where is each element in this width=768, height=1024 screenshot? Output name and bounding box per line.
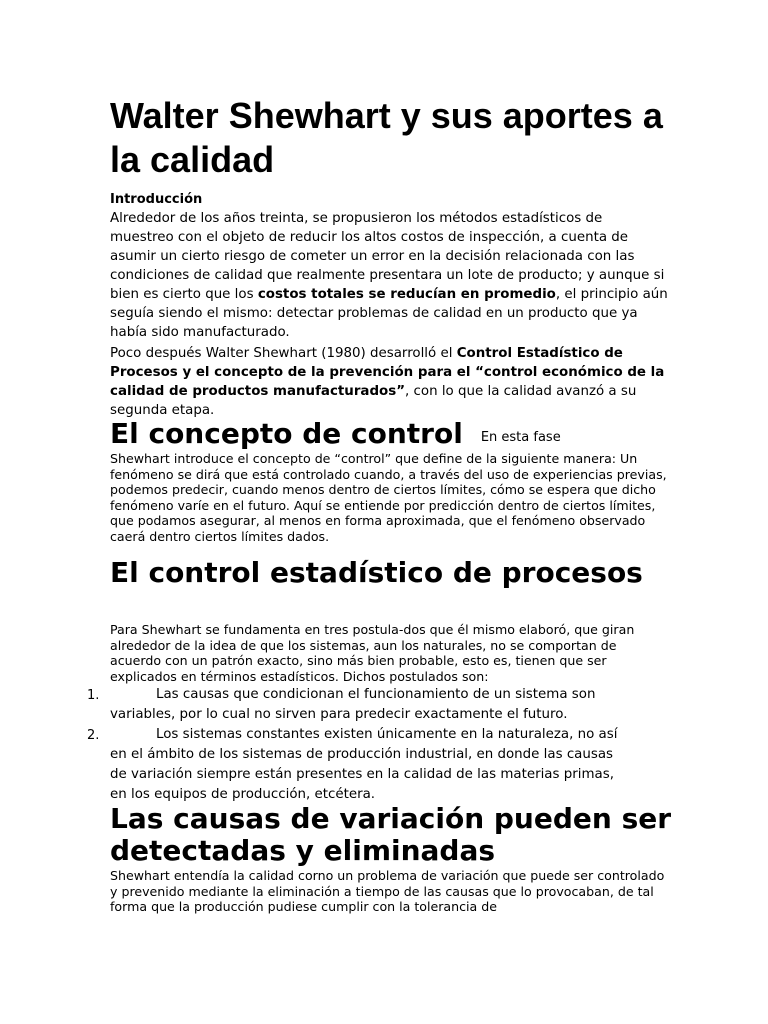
section2-body: Para Shewhart se fundamenta en tres postula-dos que él mismo elaboró, que giran alrededor de la idea de que los sistemas, aun los naturales, no se comportan de acuerdo con un patrón exacto, sino más bien probable, esto es, tienen que ser explicados en términos estadísticos. Dichos postulados son: — [110, 622, 635, 684]
section1-heading: El concepto de control — [110, 417, 463, 450]
document-title: Walter Shewhart y sus aportes a la calidad — [110, 95, 663, 180]
intro-p1-bold: costos totales se reducían en promedio — [257, 287, 556, 302]
list-item-number-1: 1. — [87, 688, 100, 703]
section1-body: Shewhart introduce el concepto de “control” que define de la siguiente manera: Un fenómeno se dirá que está controlado cuando, a través del uso de experiencias previas, podemos predecir, cuando menos dentro de ciertos límites, cómo se espera que dicho fenómeno varíe en el futuro. Aquí se entiende por predicción dentro de ciertos límites, que podamos asegurar, al menos en forma aproximada, que el fenómeno observado caerá dentro ciertos límites dados. — [110, 451, 667, 544]
list-item-2: Los sistemas constantes existen únicamente en la naturaleza, no así en el ámbito de los sistemas de producción industrial, en donde las causas de variación siempre están presentes en la calidad de las materias primas, en los equipos de producción, etcétera. — [110, 727, 618, 802]
section1-side-text: En esta fase — [480, 430, 561, 445]
intro-p1-text-b: , el principio aún seguía siendo el mismo: detectar problemas de calidad en un producto que ya había sido manufacturado. — [110, 287, 668, 340]
intro-paragraph-2 — [110, 344, 670, 420]
section2-heading: El control estadístico de procesos — [110, 556, 643, 589]
list-item-1: Las causas que condicionan el funcionamiento de un sistema son variables, por lo cual no sirven para predecir exactamente el futuro. — [110, 687, 596, 722]
intro-p2-text-a: Poco después Walter Shewhart (1980) desarrolló el — [110, 346, 457, 361]
intro-p2-bold: Control Estadístico de Procesos y el concepto de la prevención para el “control económico de la calidad de productos manufacturados” — [110, 346, 665, 399]
section3-heading: Las causas de variación pueden ser detectadas y eliminadas — [110, 802, 672, 867]
intro-paragraph-1 — [110, 209, 670, 342]
intro-heading: Introducción — [110, 192, 203, 207]
intro-p2-text-b: , con lo que la calidad avanzó a su segunda etapa. — [110, 384, 637, 418]
section3-body: Shewhart entendía la calidad corno un problema de variación que puede ser controlado y prevenido mediante la eliminación a tiempo de las causas que lo provocaban, de tal forma que la producción pudiese cumplir con la tolerancia de — [110, 868, 665, 914]
intro-p1-text-a: Alrededor de los años treinta, se propusieron los métodos estadísticos de muestreo con el objeto de reducir los altos costos de inspección, a cuenta de asumir un cierto riesgo de cometer un error en la decisión relacionada con las condiciones de calidad que realmente presentara un lote de producto; y aunque si bien es cierto que los — [110, 211, 665, 302]
section1-heading-row — [110, 418, 561, 450]
list-item-number-2: 2. — [87, 728, 100, 743]
